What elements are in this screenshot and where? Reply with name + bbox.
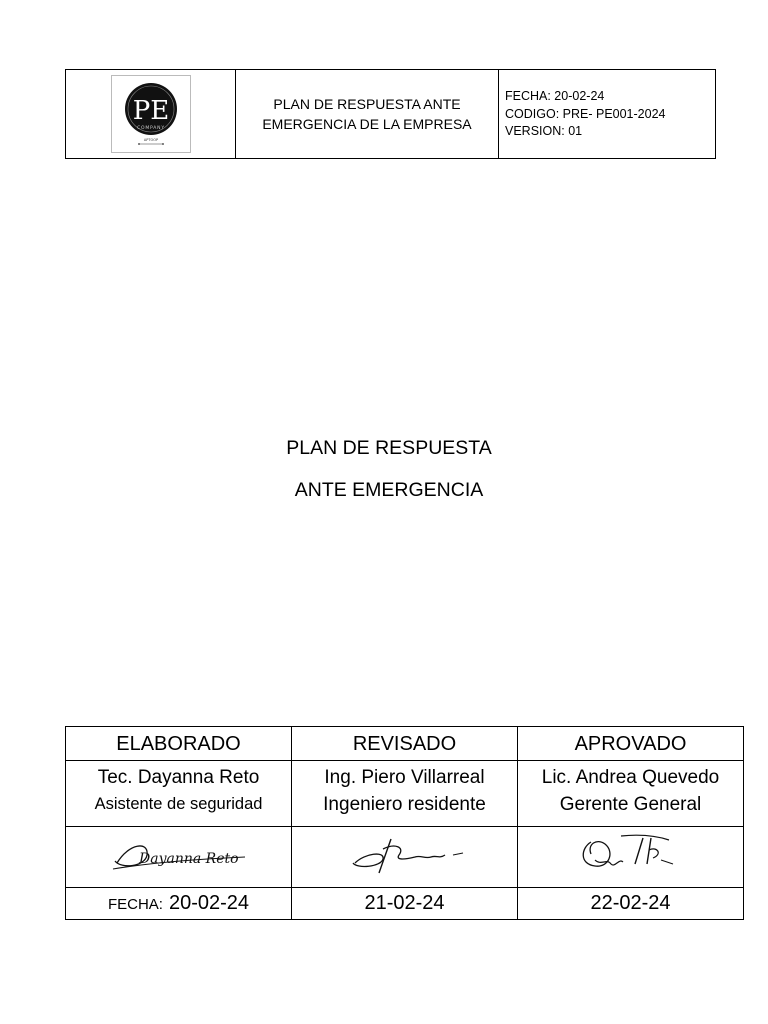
revisado-role: Ingeniero residente (323, 794, 486, 815)
aprovado-role: Gerente General (559, 794, 702, 815)
svg-text:PE: PE (132, 96, 169, 126)
elaborado-date: 20-02-24 (168, 892, 250, 914)
elaborado-role: Asistente de seguridad (94, 795, 263, 813)
logo-cell (66, 70, 236, 158)
approval-signature-row (66, 827, 744, 888)
signature-andrea (561, 830, 701, 880)
revisado-name: Ing. Piero Villarreal (324, 767, 485, 788)
signature-piero (335, 833, 475, 877)
aprovado-signature (518, 827, 744, 888)
date-label: FECHA: (107, 896, 163, 913)
aprovado-date: 22-02-24 (518, 888, 744, 920)
svg-text:APTOOP: APTOOP (143, 138, 158, 142)
company-logo (111, 75, 191, 153)
aprovado-name: Lic. Andrea Quevedo (541, 767, 720, 788)
revisado-person (292, 761, 518, 827)
revisado-signature (292, 827, 518, 888)
main-title-line1: PLAN DE RESPUESTA (286, 437, 492, 459)
document-header (65, 69, 716, 159)
header-title-line2: EMERGENCIA DE LA EMPRESA (262, 116, 472, 132)
approval-heading-row (66, 727, 744, 761)
elaborado-date-cell (66, 888, 292, 920)
main-title-line2: ANTE EMERGENCIA (294, 479, 484, 501)
heading-elaborado: ELABORADO (66, 727, 292, 761)
logo-emblem (119, 81, 183, 147)
header-version: VERSION: 01 (505, 124, 583, 138)
heading-revisado: REVISADO (292, 727, 518, 761)
header-fecha: FECHA: 20-02-24 (505, 89, 605, 103)
elaborado-name: Tec. Dayanna Reto (97, 767, 260, 788)
elaborado-person (66, 761, 292, 827)
header-title-cell (236, 70, 499, 158)
approval-table (65, 726, 744, 920)
header-title-line1: PLAN DE RESPUESTA ANTE (273, 96, 461, 112)
elaborado-signature (66, 827, 292, 888)
header-codigo: CODIGO: PRE- PE001-2024 (505, 106, 666, 121)
svg-text:Dayanna Reto: Dayanna Reto (138, 850, 239, 867)
approval-date-row (66, 888, 744, 920)
aprovado-person (518, 761, 744, 827)
svg-text:COMPANY: COMPANY (136, 126, 165, 131)
header-meta-cell (499, 70, 715, 158)
approval-names-row (66, 761, 744, 827)
revisado-date: 21-02-24 (292, 888, 518, 920)
signature-dayanna (109, 833, 249, 877)
heading-aprovado: APROVADO (518, 727, 744, 761)
